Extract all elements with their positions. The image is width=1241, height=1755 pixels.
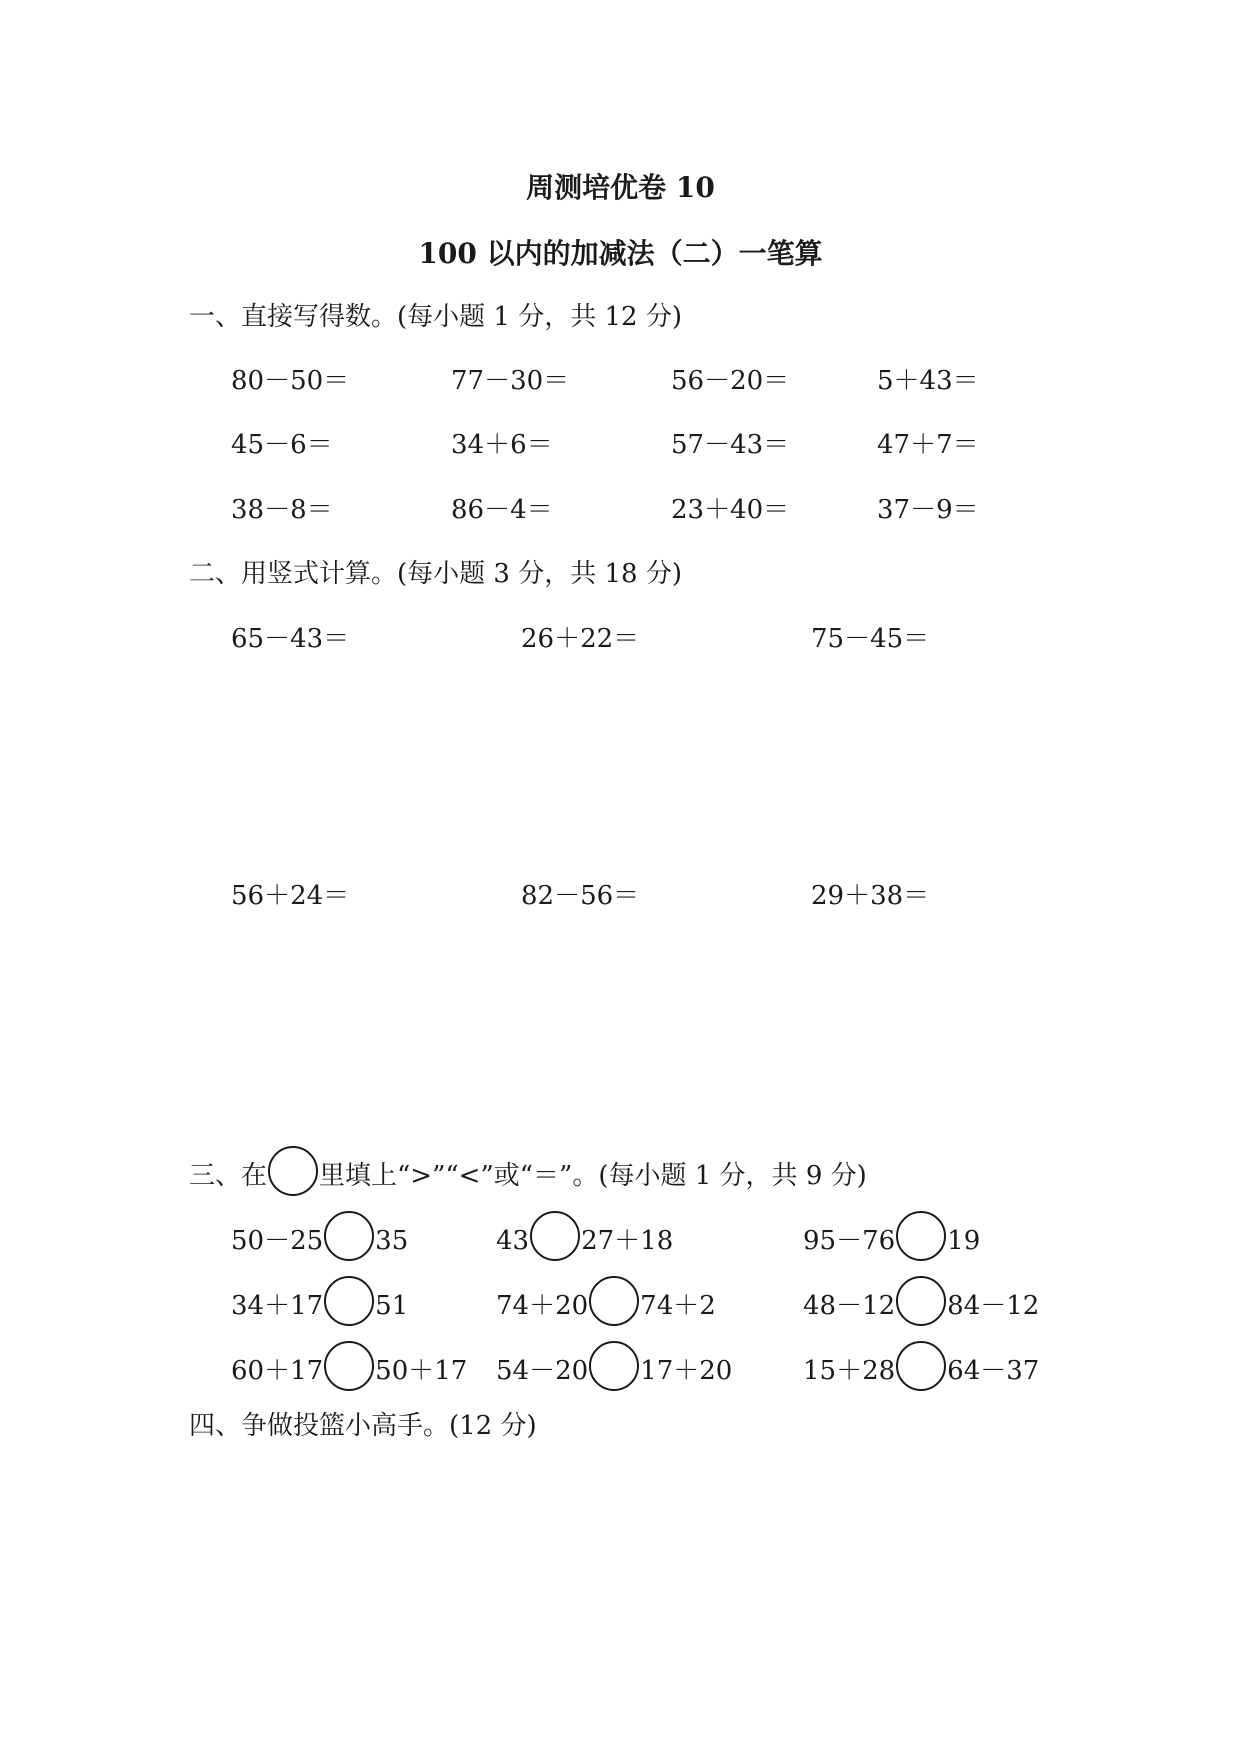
compare-item xyxy=(231,1211,408,1261)
oral-problem: 86－4＝ xyxy=(451,495,553,525)
answer-circle[interactable] xyxy=(896,1276,946,1326)
vertical-calc-problem: 75－45＝ xyxy=(811,624,930,654)
answer-circle[interactable] xyxy=(530,1211,580,1261)
oral-problem: 5＋43＝ xyxy=(877,366,979,396)
section-3-heading-prefix: 三、在 xyxy=(189,1161,268,1191)
oral-problem: 57－43＝ xyxy=(671,430,790,460)
blank-circle-icon xyxy=(268,1146,318,1196)
oral-problem: 23＋40＝ xyxy=(671,495,790,525)
answer-circle[interactable] xyxy=(896,1341,946,1391)
compare-left: 60＋17 xyxy=(231,1356,324,1386)
compare-item xyxy=(231,1341,467,1391)
oral-problem: 80－50＝ xyxy=(231,366,350,396)
compare-right: 51 xyxy=(375,1291,409,1321)
oral-problem: 45－6＝ xyxy=(231,430,333,460)
compare-item xyxy=(803,1341,1039,1391)
oral-problem: 38－8＝ xyxy=(231,495,333,525)
oral-problem: 37－9＝ xyxy=(877,495,979,525)
compare-left: 74＋20 xyxy=(496,1291,589,1321)
vertical-calc-problem: 65－43＝ xyxy=(231,624,350,654)
compare-left: 43 xyxy=(496,1226,530,1256)
compare-item xyxy=(231,1276,408,1326)
compare-left: 95－76 xyxy=(803,1226,896,1256)
page-title: 周测培优卷 10 xyxy=(526,171,715,204)
oral-problem: 47＋7＝ xyxy=(877,430,979,460)
section-4-heading: 四、争做投篮小高手。(12 分) xyxy=(189,1411,537,1441)
compare-item xyxy=(803,1276,1039,1326)
vertical-calc-problem: 56＋24＝ xyxy=(231,881,350,911)
answer-circle[interactable] xyxy=(324,1341,374,1391)
page-subtitle: 100 以内的加减法（二）一笔算 xyxy=(418,237,823,270)
compare-right: 84－12 xyxy=(947,1291,1040,1321)
compare-right: 64－37 xyxy=(947,1356,1040,1386)
compare-right: 19 xyxy=(947,1226,981,1256)
answer-circle[interactable] xyxy=(896,1211,946,1261)
section-2-heading: 二、用竖式计算。(每小题 3 分，共 18 分) xyxy=(189,559,682,589)
answer-circle[interactable] xyxy=(324,1211,374,1261)
compare-item xyxy=(496,1276,716,1326)
compare-left: 15＋28 xyxy=(803,1356,896,1386)
compare-item xyxy=(803,1211,980,1261)
section-1-heading: 一、直接写得数。(每小题 1 分，共 12 分) xyxy=(189,302,682,332)
section-3-heading-suffix: 里填上“>”“<”或“＝”。(每小题 1 分，共 9 分) xyxy=(319,1161,867,1191)
vertical-calc-problem: 82－56＝ xyxy=(521,881,640,911)
compare-left: 54－20 xyxy=(496,1356,589,1386)
compare-right: 17＋20 xyxy=(640,1356,733,1386)
answer-circle[interactable] xyxy=(324,1276,374,1326)
compare-left: 34＋17 xyxy=(231,1291,324,1321)
section-3-heading xyxy=(189,1146,867,1196)
compare-right: 74＋2 xyxy=(640,1291,716,1321)
vertical-calc-problem: 29＋38＝ xyxy=(811,881,930,911)
compare-item xyxy=(496,1341,732,1391)
oral-problem: 77－30＝ xyxy=(451,366,570,396)
compare-right: 35 xyxy=(375,1226,409,1256)
compare-right: 50＋17 xyxy=(375,1356,468,1386)
oral-problem: 56－20＝ xyxy=(671,366,790,396)
vertical-calc-problem: 26＋22＝ xyxy=(521,624,640,654)
compare-left: 48－12 xyxy=(803,1291,896,1321)
answer-circle[interactable] xyxy=(589,1276,639,1326)
compare-right: 27＋18 xyxy=(581,1226,674,1256)
compare-item xyxy=(496,1211,673,1261)
oral-problem: 34＋6＝ xyxy=(451,430,553,460)
answer-circle[interactable] xyxy=(589,1341,639,1391)
compare-left: 50－25 xyxy=(231,1226,324,1256)
